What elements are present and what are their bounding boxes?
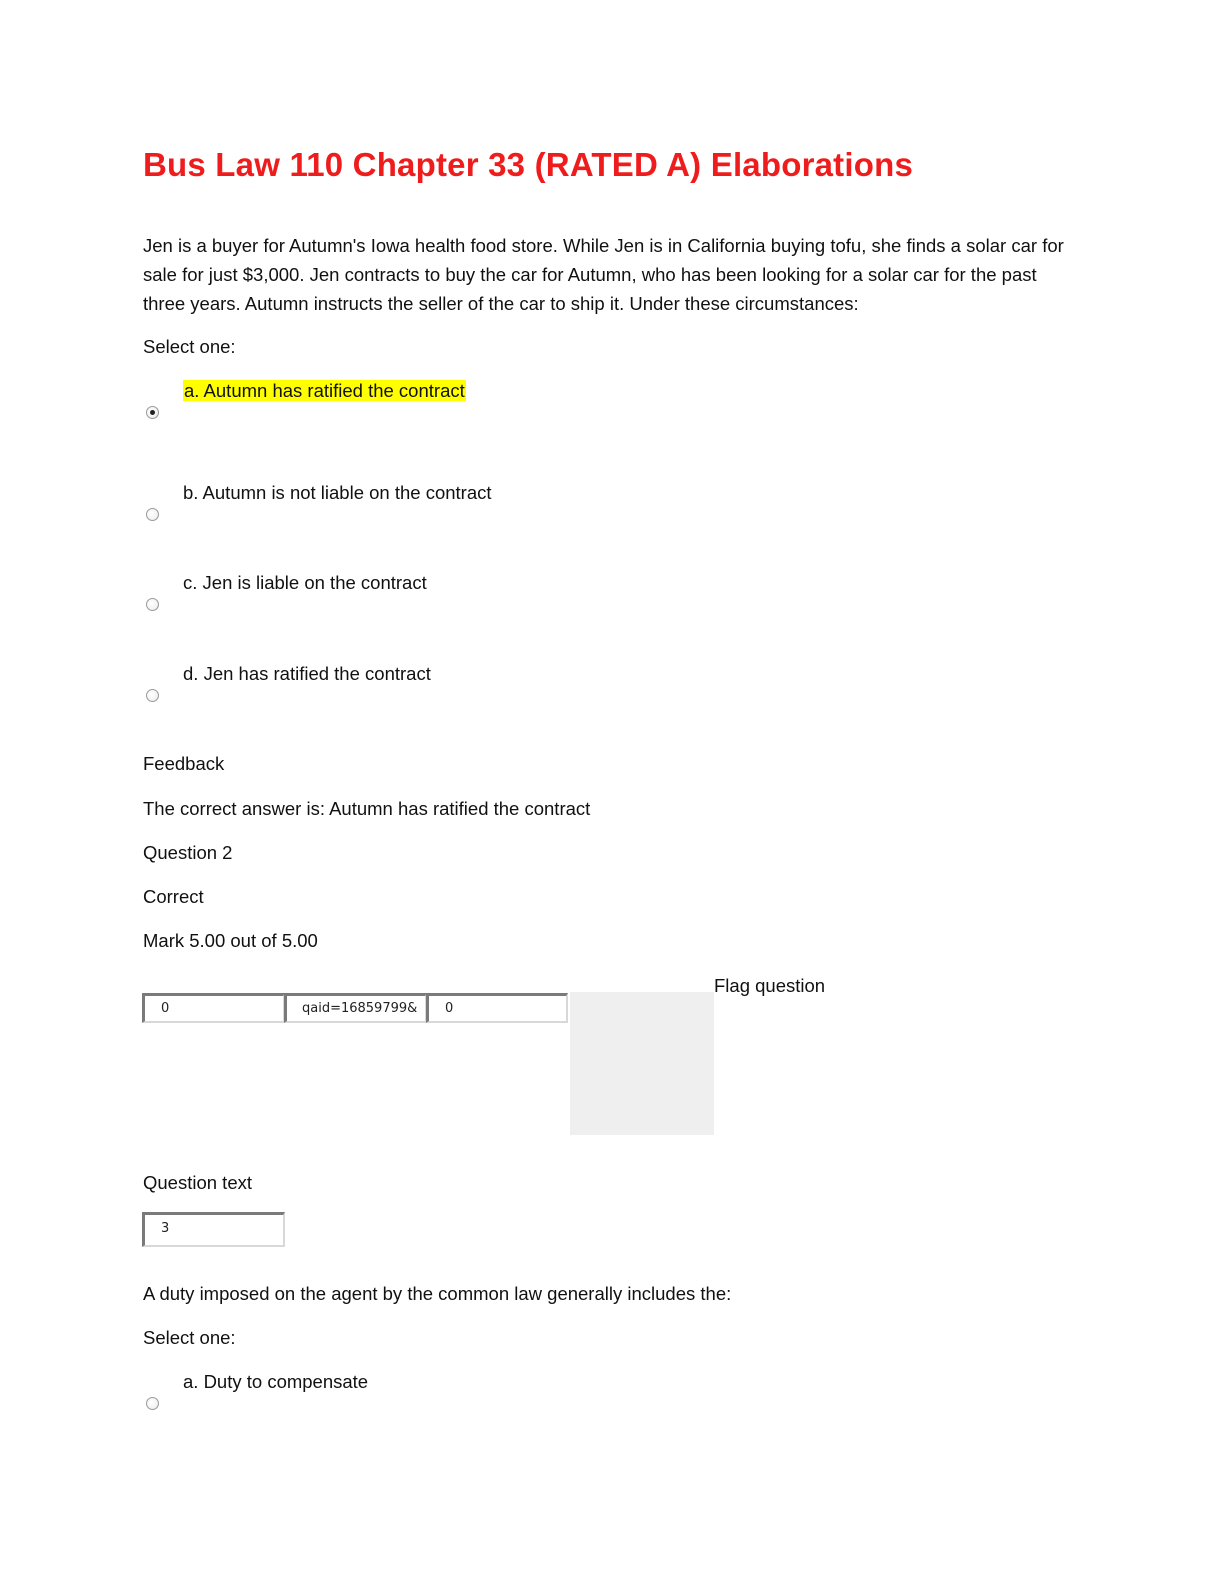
question-2-mark: Mark 5.00 out of 5.00 bbox=[143, 930, 318, 951]
question-text-label: Question text bbox=[143, 1172, 253, 1193]
q1-option-c-radio[interactable] bbox=[146, 598, 159, 611]
question-number-field[interactable]: 3 bbox=[142, 1212, 285, 1247]
q1-option-a-radio[interactable] bbox=[146, 406, 159, 419]
q1-option-d-label: d. Jen has ratified the contract bbox=[183, 663, 431, 684]
field-flagged[interactable]: 0 bbox=[426, 993, 568, 1023]
answer-highlight: a. Autumn has ratified the contract bbox=[184, 380, 465, 401]
q1-option-a-label bbox=[183, 379, 466, 403]
q2-select-one-label: Select one: bbox=[143, 1327, 236, 1348]
field-sequence-check[interactable]: 0 bbox=[142, 993, 285, 1023]
flag-icon-placeholder bbox=[570, 992, 714, 1135]
question-2-status: Correct bbox=[143, 886, 204, 907]
feedback-heading: Feedback bbox=[143, 753, 225, 774]
q2-option-a-label: a. Duty to compensate bbox=[183, 1371, 369, 1392]
question-2-text: A duty imposed on the agent by the common law generally includes the: bbox=[143, 1283, 732, 1304]
q1-option-c-label: c. Jen is liable on the contract bbox=[183, 572, 427, 593]
question-2-heading: Question 2 bbox=[143, 842, 233, 863]
q2-option-a-radio[interactable] bbox=[146, 1397, 159, 1410]
field-qaid[interactable]: qaid=16859799& bbox=[284, 993, 427, 1023]
document-title: Bus Law 110 Chapter 33 (RATED A) Elaborations bbox=[143, 146, 913, 183]
q1-select-one-label: Select one: bbox=[143, 336, 236, 357]
q1-option-b-radio[interactable] bbox=[146, 508, 159, 521]
q1-option-b-label: b. Autumn is not liable on the contract bbox=[183, 482, 492, 503]
q1-option-d-radio[interactable] bbox=[146, 689, 159, 702]
question-1-text: Jen is a buyer for Autumn's Iowa health food store. While Jen is in California buying tofu, she finds a solar car for sale for just $3,000. Jen contracts to buy the car for Autumn, who has been looking for a solar car for the past three years. Autumn instructs the seller of the car to ship it. Under these circumstances: bbox=[143, 235, 1064, 314]
flag-question-link[interactable]: Flag question bbox=[714, 975, 826, 996]
correct-answer-text: The correct answer is: Autumn has ratified the contract bbox=[143, 798, 591, 819]
